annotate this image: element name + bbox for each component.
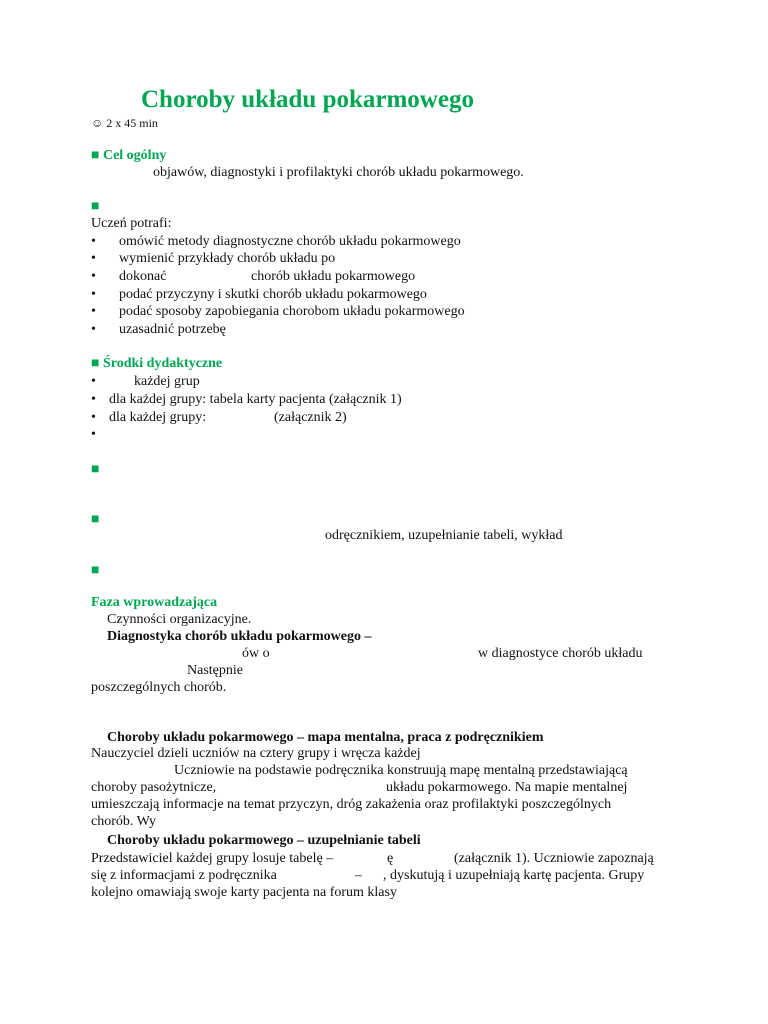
square-bullet-icon: ■ bbox=[91, 462, 100, 477]
intro-line: poszczególnych chorób. bbox=[91, 680, 227, 695]
bullet-icon: • bbox=[91, 392, 96, 407]
table-line: się z informacjami z podręcznika bbox=[91, 868, 277, 883]
mindmap-line: układu pokarmowego. Na mapie mentalnej bbox=[386, 780, 628, 795]
square-bullet-icon: ■ bbox=[91, 148, 100, 163]
square-bullet-icon: ■ bbox=[91, 512, 100, 527]
document-title: Choroby układu pokarmowego bbox=[141, 86, 474, 113]
mindmap-line: umieszczają informacje na temat przyczyn, dróg zakażenia oraz profilaktyki poszczególnych bbox=[91, 797, 612, 812]
mindmap-line: choroby pasożytnicze, bbox=[91, 780, 217, 795]
student-intro: Uczeń potrafi: bbox=[91, 216, 172, 231]
intro-bold: Diagnostyka chorób układu pokarmowego – bbox=[107, 629, 372, 644]
goal-heading bbox=[91, 148, 166, 164]
means-heading bbox=[91, 356, 222, 372]
list-item-text: dla każdej grupy: tabela karty pacjenta (załącznik 1) bbox=[109, 392, 402, 407]
table-line: (załącznik 1). Uczniowie zapoznają bbox=[454, 851, 654, 866]
table-line: Przedstawiciel każdej grupy losuje tabelę – bbox=[91, 851, 334, 866]
table-line: , dyskutują i uzupełniają kartę pacjenta. Grupy bbox=[383, 868, 645, 883]
list-item-text: wymienić przykłady chorób układu po bbox=[119, 251, 336, 266]
intro-fragment: w diagnostyce chorób układu bbox=[478, 646, 643, 661]
list-item-text: podać sposoby zapobiegania chorobom układu pokarmowego bbox=[119, 304, 465, 319]
bullet-icon: • bbox=[91, 251, 96, 266]
list-item-text-tail: chorób układu pokarmowego bbox=[251, 269, 416, 284]
bullet-icon: • bbox=[91, 287, 96, 302]
square-bullet-icon: ■ bbox=[91, 356, 100, 371]
list-item-text: każdej grup bbox=[134, 374, 200, 389]
goal-heading-text: Cel ogólny bbox=[102, 148, 167, 163]
list-item-text-tail: (załącznik 2) bbox=[274, 410, 347, 425]
list-item-text: dokonać bbox=[119, 269, 167, 284]
mindmap-bold: Choroby układu pokarmowego – mapa mentalna, praca z podręcznikiem bbox=[107, 730, 544, 745]
list-item-text: uzasadnić potrzebę bbox=[119, 322, 226, 337]
bullet-icon: • bbox=[91, 427, 96, 442]
square-bullet-icon: ■ bbox=[91, 199, 100, 214]
bullet-icon: • bbox=[91, 410, 96, 425]
bullet-icon: • bbox=[91, 304, 96, 319]
bullet-icon: • bbox=[91, 269, 96, 284]
bullet-icon: • bbox=[91, 234, 96, 249]
intro-fragment: Następnie bbox=[187, 663, 243, 678]
mindmap-line: Nauczyciel dzieli uczniów na cztery grupy i wręcza każdej bbox=[91, 746, 421, 761]
intro-fragment: ów o bbox=[242, 646, 270, 661]
bullet-icon: • bbox=[91, 374, 96, 389]
table-line: – bbox=[355, 868, 362, 883]
means-heading-text: Środki dydaktyczne bbox=[102, 356, 223, 371]
table-line: kolejno omawiają swoje karty pacjenta na forum klasy bbox=[91, 885, 397, 900]
list-item-text: omówić metody diagnostyczne chorób układu pokarmowego bbox=[119, 234, 461, 249]
intro-line: Czynności organizacyjne. bbox=[107, 612, 252, 627]
methods-text: odręcznikiem, uzupełnianie tabeli, wykład bbox=[325, 528, 563, 543]
square-bullet-icon: ■ bbox=[91, 563, 100, 578]
duration-label: ☺ 2 x 45 min bbox=[91, 116, 158, 130]
mindmap-line: Uczniowie na podstawie podręcznika konstruują mapę mentalną przedstawiającą bbox=[174, 763, 628, 778]
list-item-text: podać przyczyny i skutki chorób układu pokarmowego bbox=[119, 287, 427, 302]
table-line: ę bbox=[387, 851, 394, 866]
goal-text: objawów, diagnostyki i profilaktyki chorób układu pokarmowego. bbox=[153, 165, 524, 180]
mindmap-line: chorób. Wy bbox=[91, 814, 156, 829]
list-item-text: dla każdej grupy: bbox=[109, 410, 207, 425]
intro-phase-heading: Faza wprowadzająca bbox=[91, 595, 218, 610]
table-bold: Choroby układu pokarmowego – uzupełnianie tabeli bbox=[107, 833, 421, 848]
bullet-icon: • bbox=[91, 322, 96, 337]
